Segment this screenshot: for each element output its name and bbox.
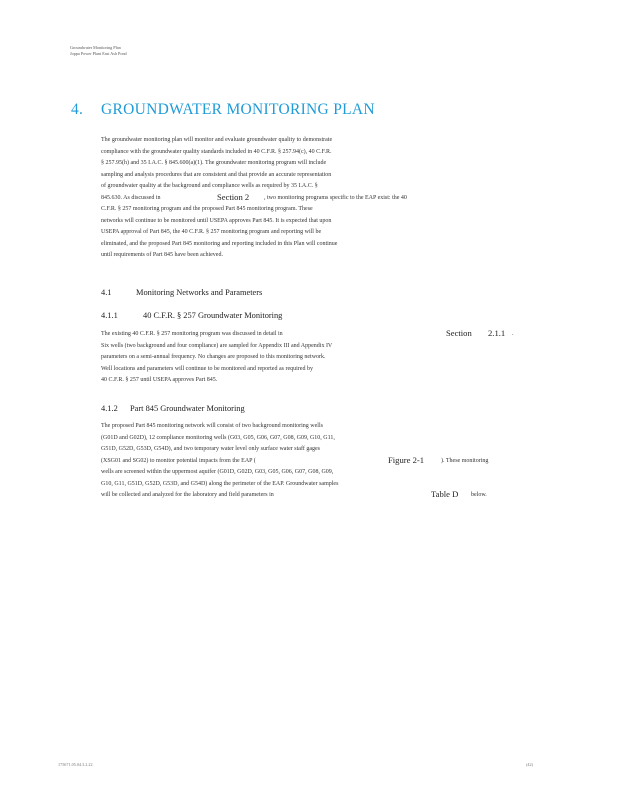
- text-line: [101, 456, 521, 468]
- text-line: C.F.R. § 257 monitoring program and the proposed Part 845 monitoring program. These: [101, 206, 313, 212]
- text-fragment: , two monitoring programs specific to the EAP exist: the 40: [264, 194, 407, 201]
- subsection-number: 4.1: [101, 288, 112, 297]
- text-line: until requirements of Part 845 have been achieved.: [101, 252, 223, 258]
- intro-paragraph: [101, 135, 407, 262]
- section-2-link[interactable]: Section 2: [217, 191, 250, 202]
- text-fragment: ). These monitoring: [441, 457, 489, 464]
- text-line: wells are screened within the uppermost aquifer (G01D, G02D, G03, G05, G06, G07, G08, G09,: [101, 469, 334, 475]
- text-line: [101, 490, 521, 502]
- text-fragment: .: [512, 331, 514, 337]
- running-header-line1: Groundwater Monitoring Plan: [70, 45, 121, 50]
- section-title-text: GROUNDWATER MONITORING PLAN: [101, 101, 375, 118]
- text-line: G10, G11, G51D, G52D, G53D, and G54D) along the perimeter of the EAP. Groundwater samples: [101, 480, 339, 487]
- subsection-4-1-2-heading: [101, 404, 245, 413]
- paragraph-4-1-2: [101, 421, 521, 502]
- section-number-link[interactable]: 2.1.1: [488, 328, 506, 338]
- text-line: Six wells (two background and four compliance) are sampled for Appendix III and Appendix IV: [101, 342, 333, 349]
- text-line: The proposed Part 845 monitoring network will consist of two background monitoring wells: [101, 423, 323, 429]
- section-number: 4.: [71, 101, 84, 118]
- text-line: Well locations and parameters will continue to be monitored and reported as required by: [101, 365, 313, 372]
- text-line: of groundwater quality at the background and compliance wells as required by 35 I.A.C. §: [101, 183, 318, 189]
- text-line: G51D, G52D, G53D, G54D), and two temporary water level only surface water staff gages: [101, 446, 320, 452]
- text-line: USEPA approval of Part 845, the 40 C.F.R. § 257 monitoring program and reporting will be: [101, 229, 322, 235]
- text-line: parameters on a semi-annual frequency. No changes are proposed to this monitoring network.: [101, 354, 326, 360]
- text-line: (G01D and G02D), 12 compliance monitoring wells (G03, G05, G06, G07, G08, G09, G10, G11,: [101, 434, 335, 441]
- text-line: The groundwater monitoring plan will monitor and evaluate groundwater quality to demonstrate: [101, 137, 333, 143]
- section-title: [71, 101, 375, 119]
- subsection-number: 4.1.1: [101, 311, 118, 320]
- paragraph-4-1-1: [101, 329, 521, 387]
- text-fragment: will be collected and analyzed for the laboratory and field parameters in: [101, 492, 274, 498]
- text-fragment: 845.630. As discussed in: [101, 194, 161, 201]
- text-line: sampling and analysis procedures that are consistent and that provide an accurate representation: [101, 171, 332, 178]
- section-link[interactable]: Section: [446, 328, 472, 338]
- text-fragment: below.: [471, 492, 487, 498]
- text-line: compliance with the groundwater quality standards included in 40 C.F.R. § 257.94(c), 40 C.F.R.: [101, 148, 332, 155]
- subsection-number: 4.1.2: [101, 404, 118, 413]
- text-line: [101, 191, 407, 205]
- subsection-4-1-heading: [101, 288, 262, 297]
- footer-document-id: 175671.05.04.3.2.22: [58, 762, 93, 767]
- subsection-title: 40 C.F.R. § 257 Groundwater Monitoring: [143, 311, 283, 320]
- text-fragment: (XSG01 and SG02) to monitor potential impacts from the EAP (: [101, 457, 256, 464]
- subsection-title: Monitoring Networks and Parameters: [136, 288, 263, 297]
- footer-page-number: (42): [526, 762, 533, 767]
- text-line: networks will continue to be monitored until USEPA approves Part 845. It is expected that upon: [101, 217, 332, 224]
- text-line: [101, 329, 521, 341]
- text-line: eliminated, and the proposed Part 845 monitoring and reporting included in this Plan will continue: [101, 240, 338, 247]
- running-header-line2: Joppa Power Plant East Ash Pond: [70, 51, 127, 56]
- subsection-title: Part 845 Groundwater Monitoring: [130, 404, 245, 413]
- table-d-link[interactable]: Table D: [431, 489, 459, 499]
- figure-2-1-link[interactable]: Figure 2-1: [388, 454, 425, 465]
- text-line: § 257.95(h) and 35 I.A.C. § 845.600(a)(1). The groundwater monitoring program will include: [101, 160, 327, 166]
- text-line: 40 C.F.R. § 257 until USEPA approves Part 845.: [101, 377, 218, 383]
- text-fragment: The existing 40 C.F.R. § 257 monitoring program was discussed in detail in: [101, 331, 283, 337]
- subsection-4-1-1-heading: [101, 311, 282, 320]
